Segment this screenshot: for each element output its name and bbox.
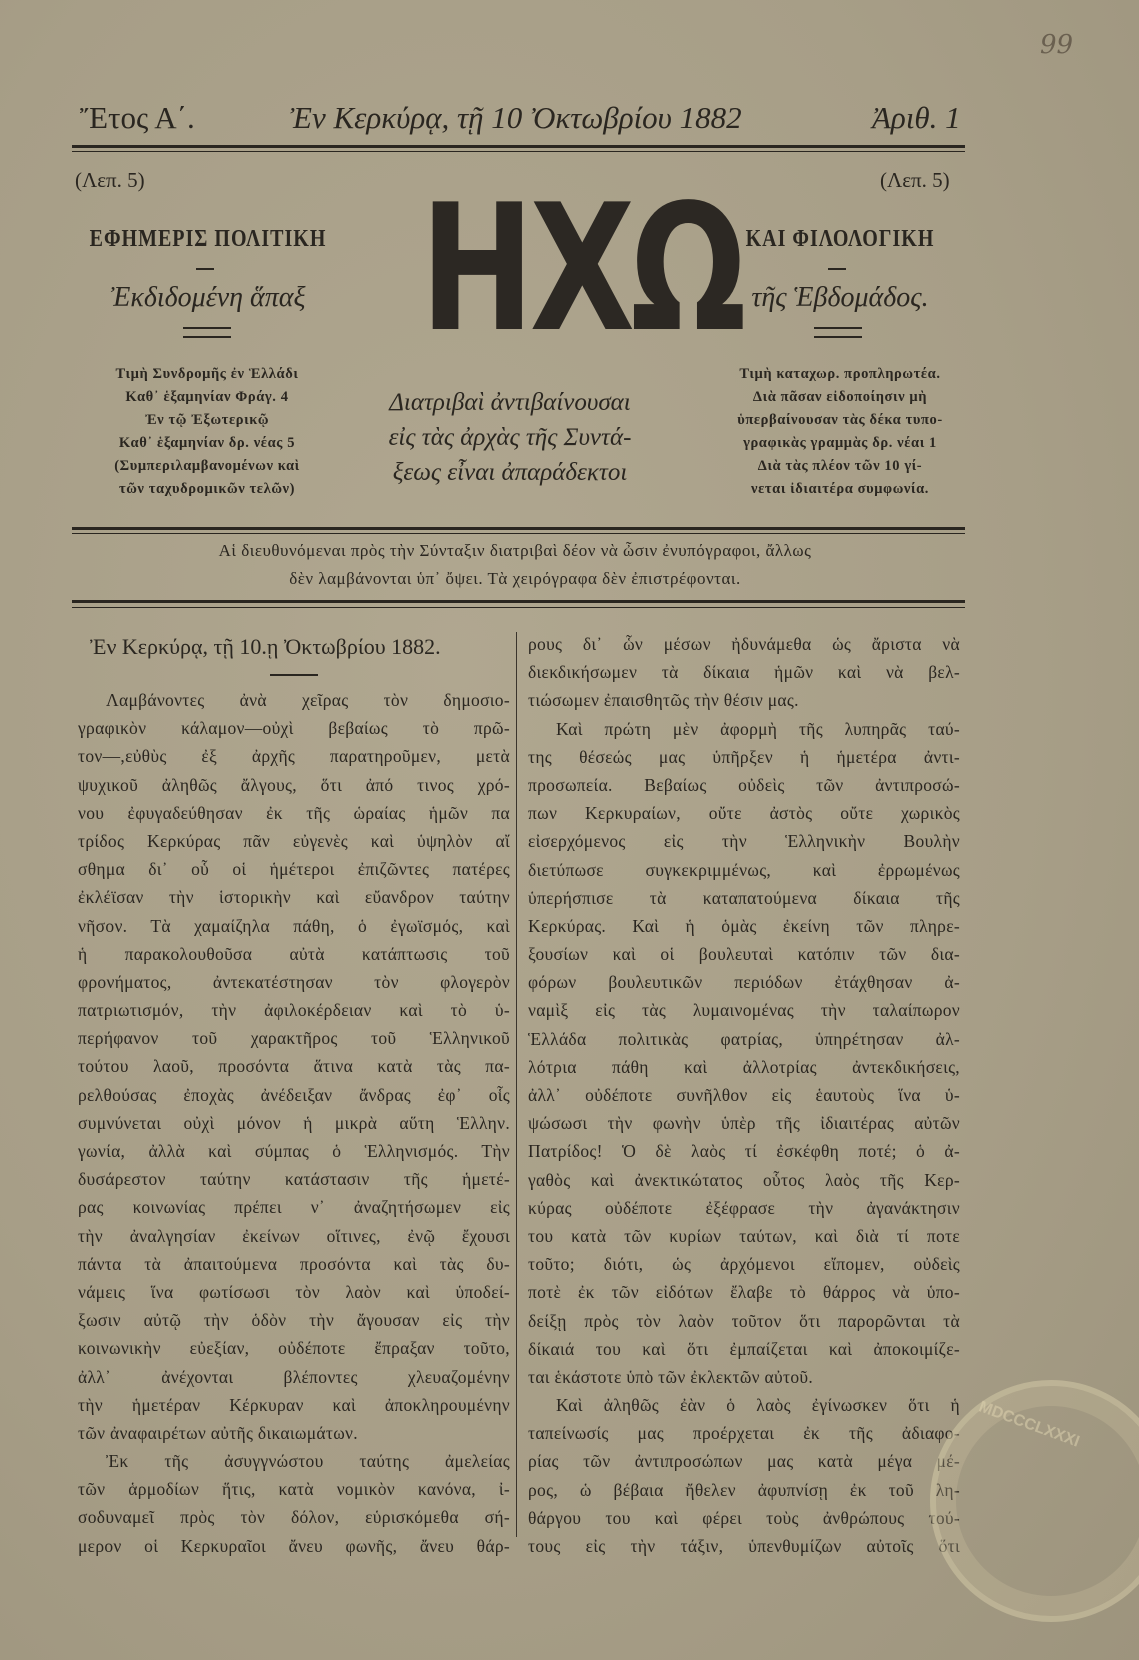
ad-line: νεται ἰδιαιτέρα συμφωνία. (750, 481, 929, 497)
article-line: του κατὰ τῶν κυρίων ταύτων, καὶ διὰ τί ποτε (528, 1225, 960, 1246)
article-line: τῶν ἀναφαιρέτων αὐτῆς δικαιωμάτων. (78, 1422, 358, 1443)
article-line: ρος, ὡ βέβαια ἤθελεν ἀφυπνίσῃ ἐκ τοῦ λη- (528, 1479, 960, 1500)
subscription-line: Καθ᾽ ἑξαμηνίαν Φράγ. 4 (125, 389, 289, 405)
seal-text: MDCCCLXXXI (976, 1398, 1082, 1451)
article-line: τον—,εὐθὺς ἐξ ἀρχῆς παρατηροῦμεν, μετὰ (78, 746, 510, 767)
article-line: δείξῃ πρὸς τὸν λαὸν τοῦτον ὅτι παρορῶνται τὰ (528, 1310, 960, 1331)
article-line: δυσάρεστον ταύτην κατάστασιν τῆς ἡμετέ- (78, 1169, 510, 1190)
article-line: διεκδικήσωμεν τὰ δίκαια ἡμῶν καὶ νὰ βελ- (528, 662, 960, 683)
article-line: σοδυναμεῖ πρὸς τὸν δόλον, εὑρισκόμεθα σή- (78, 1507, 510, 1528)
masthead-dateline: Ἐν Κερκύρᾳ, τῇ 10 Ὀκτωβρίου 1882 (290, 100, 742, 135)
notice-line: δὲν λαμβάνονται ὑπ᾽ ὄψει. Τὰ χειρόγραφα δὲν ἐπιστρέφονται. (289, 569, 741, 588)
ad-line: Διὰ πᾶσαν εἰδοποίησιν μὴ (752, 389, 928, 405)
article-line: τὴν ἡμετέραν Κέρκυραν καὶ ἀποκληρουμένην (78, 1394, 510, 1415)
article-line: λότρια πάθη καὶ ἀλλοτρίας ἀντεκδικήσεις, (528, 1056, 960, 1077)
article-line: φρονήματος, ἀντεκατέστησαν τὸν φλογερὸν (78, 971, 510, 992)
article-line: ται ἑκάστοτε ὑπὸ τῶν ἐκλεκτῶν αὐτοῦ. (528, 1366, 814, 1387)
article-line: πατριωτισμόν, τὴν ἀφιλοκέρδειαν καὶ τὸ ὑ- (78, 1000, 510, 1021)
article-line: ρίας τῶν ἀντιπροσώπων μας κατὰ μέγα μέ- (528, 1451, 960, 1472)
article-line: Λαμβάνοντες ἀνὰ χεῖρας τὸν δημοσιο- (106, 690, 510, 710)
article-line: ἡ παρακολουθοῦσα αὐτὰ κατάπτωσις τοῦ (78, 943, 510, 964)
price-left: (Λεπ. 5) (75, 168, 145, 192)
divider (828, 268, 846, 270)
article-line: δίκαιά του καὶ ὅτι ἐμπαίζεται καὶ ἀποκοιμίζε- (528, 1338, 960, 1359)
article-line: τους εἰς τὴν τάξιν, ὑπενθυμίζων αὐτοῖς ὅτι (528, 1536, 960, 1556)
issued-left: Ἐκδιδομένη ἅπαξ (110, 282, 306, 313)
notice-rule-top-thin (72, 533, 965, 534)
handwritten-page-number: 99 (1040, 30, 1074, 60)
notice-rule-bottom-thin (72, 607, 965, 608)
article-line: της θέσεώς μας ὑπῆρξεν ἡ ἡμετέρα ἀντι- (528, 746, 960, 767)
article-line: κύρας οὐδέποτε ἐξέφρασε τὴν ἀγανάκτησιν (528, 1197, 960, 1218)
article-line: πων Κερκυραίων, οὔτε ἀστὸς οὔτε χωρικὸς (528, 803, 960, 824)
article-line: τὴν ἀναλγησίαν ἐκείνων οἵτινες, ἐνῷ ἔχουσι (78, 1225, 510, 1246)
article-line: προσωπεία. Βεβαίως οὐδεὶς τῶν ἀντιπροσώ- (528, 774, 960, 795)
editorial-notice (70, 537, 960, 593)
article-line: ξωσιν αὐτῷ τὴν ὁδὸν τὴν ἄγουσαν εἰς τὴν (78, 1310, 510, 1331)
notice-rule-top (72, 527, 965, 530)
subscription-line: Τιμὴ Συνδρομῆς ἐν Ἑλλάδι (115, 366, 299, 382)
library-seal-watermark (930, 1380, 1139, 1622)
article-line: περήφανον τοῦ χαρακτῆρος τοῦ Ἑλληνικοῦ (78, 1028, 510, 1049)
editorial-motto (355, 385, 665, 490)
subscription-line: τῶν ταχυδρομικῶν τελῶν) (118, 481, 296, 497)
issue-number: Ἀριθ. 1 (872, 100, 961, 135)
article-column-right (528, 630, 960, 1560)
article-line: ψυχικοῦ ἀληθῶς ἄλγους, ὅτι ἀπό τινος χρό- (78, 774, 510, 795)
notice-rule-bottom (72, 600, 965, 603)
article-line: ρας κοινωνίας πρέπει ν᾽ ἀναζητήσωμεν εἰς (78, 1197, 510, 1218)
motto-line: εἰς τὰς ἀρχὰς τῆς Συντά- (388, 424, 632, 451)
article-line: εἰσερχόμενος εἰς τὴν Ἑλληνικὴν Βουλὴν (528, 831, 960, 852)
article-line: ἐκλέϊσαν τὴν ἱστορικὴν καὶ εὔανδρον ταύτην (78, 887, 510, 908)
article-line: νου ἐφυγαδεύθησαν ἐκ τῆς ὡραίας ἡμῶν πα (78, 802, 510, 823)
article-line: τοῦτο; διότι, ὡς ἀρχόμενοι εἴπομεν, οὐδεὶς (528, 1254, 960, 1275)
subscription-info (72, 363, 342, 501)
motto-line: Διατριβαὶ ἀντιβαίνουσαι (389, 389, 631, 416)
motto-line: ξεως εἶναι ἀπαράδεκτοι (392, 459, 628, 486)
article-line: νάμεις ἵνα φωτίσωσι τὸν λαὸν καὶ ὑποδεί- (78, 1281, 510, 1302)
header-rule-thin (72, 151, 965, 152)
article-line: Πατρίδος! Ὁ δὲ λαὸς τί ἐσκέφθη ποτέ; ὁ ἀ- (528, 1141, 960, 1162)
article-line: μερον οἱ Κερκυραῖοι ἄνευ φωνῆς, ἄνευ θάρ- (78, 1535, 510, 1556)
newspaper-title: ΗΧΩ (420, 168, 742, 371)
article-line: θάργου του καὶ φέρει τοὺς ἀνθρώπους τού- (528, 1507, 960, 1528)
divider (814, 327, 862, 338)
subtitle-right: ΚΑΙ ΦΙΛΟΛΟΓΙΚΗ (745, 225, 935, 253)
issued-right: τῆς Ἑβδομάδος. (751, 282, 929, 313)
article-line: ὑπερήσπισε τὰ καταπατούμενα δίκαια τῆς (528, 887, 960, 908)
article-line: Ἑλλάδα πολιτικὰς φατρίας, ὑπηρέτησαν ἀλ- (528, 1028, 960, 1049)
article-line: διετύπωσε συγκεκριμμένως, καὶ ἐρρωμένως (528, 859, 960, 880)
year-label: Ἔτος Α΄. (80, 100, 195, 135)
article-line: κοινωνικὴν εὐεξίαν, οὐδέποτε ἔπραξαν τοῦτο, (78, 1338, 510, 1359)
article-line: ποτὲ ἐκ τῶν εἰδότων ἔλαβε τὸ θάρρος νὰ ὑπο- (528, 1282, 960, 1303)
article-line: γαθὸς καὶ ἀνεκτικώτατος οὗτος λαὸς τῆς Κερ- (528, 1169, 960, 1190)
column-divider (516, 632, 517, 1537)
header-rule (72, 145, 965, 148)
divider (196, 268, 214, 270)
subscription-line: Ἐν τῷ Ἐξωτερικῷ (144, 412, 270, 428)
article-line: τούτου λαοῦ, προσόντα ἅτινα κατὰ τὰς πα- (78, 1056, 510, 1077)
subtitle-left: ΕΦΗΜΕΡΙΣ ΠΟΛΙΤΙΚΗ (89, 225, 327, 253)
article-line: νῆσον. Τὰ χαμαίζηλα πάθη, ὁ ἐγωϊσμός, καὶ (78, 915, 510, 936)
article-line: γραφικὸν κάλαμον—οὐχὶ βεβαίως τὸ πρῶ- (78, 718, 510, 739)
article-line: σθημα δι᾽ οὗ οἱ ἡμέτεροι ἐπιζῶντες πατέρες (78, 859, 510, 880)
article-line: τιώσωμεν ἐπαισθητῶς τὴν θέσιν μας. (528, 690, 799, 711)
article-line: ταπείνωσίς μας προέρχεται ἐκ τῆς ἀδιαφο- (528, 1423, 960, 1444)
article-column-left (78, 686, 510, 1560)
article-line: Ἐκ τῆς ἀσυγγνώστου ταύτης ἀμελείας (106, 1451, 510, 1472)
subscription-line: (Συμπεριλαμβανομένων καὶ (114, 458, 300, 474)
notice-line: Αἱ διευθυνόμεναι πρὸς τὴν Σύνταξιν διατριβαὶ δέον νὰ ὦσιν ἐνυπόγραφοι, ἄλλως (218, 541, 812, 560)
advertising-rates (705, 363, 975, 501)
article-line: τρίδος Κερκύρας πᾶν εὐγενὲς καὶ ὑψηλὸν αἴ (78, 830, 510, 851)
article-line: ρελθούσας ἐποχὰς ἀνέδειξαν ἄνδρας ἐφ᾽ οἷς (78, 1084, 510, 1105)
article-line: ἀλλ᾽ ἀνέχονται βλέποντες χλευαζομένην (78, 1366, 510, 1387)
article-dateline: Ἐν Κερκύρᾳ, τῇ 10.ῃ Ὀκτωβρίου 1882. (90, 634, 441, 659)
article-line: Κερκύρας. Καὶ ἡ ὁμὰς ἐκείνη τῶν πληρε- (528, 915, 960, 936)
ad-line: Τιμὴ καταχωρ. προπληρωτέα. (739, 366, 941, 382)
article-line: ξουσίων καὶ οἱ βουλευταὶ κατόπιν τῶν δια- (528, 944, 960, 965)
divider (183, 327, 231, 338)
article-line: τῶν ἁρμοδίων ἥτις, κατὰ νομικὸν κανόνα, ἰ- (78, 1479, 510, 1500)
ad-line: Διὰ τὰς πλέον τῶν 10 γί- (757, 458, 923, 474)
article-line: ψώσωσι τὴν φωνὴν ὑπὲρ τῆς ἰδιαιτέρας αὐτῶν (528, 1113, 960, 1134)
ad-line: ὑπερβαίνουσαν τὰς δέκα τυπο- (737, 412, 943, 428)
price-right: (Λεπ. 5) (880, 168, 950, 192)
article-line: συμνύνεται οὐχὶ μόνον ἡ μικρὰ αὕτη Ἑλλην. (78, 1112, 510, 1133)
article-line: ναμὶξ εἰς τὰς λυμαινομένας τὴν ταλαίπωρον (528, 1000, 960, 1021)
article-line: γωνία, ἀλλὰ καὶ σύμπας ὁ Ἑλληνισμός. Τὴν (78, 1141, 510, 1161)
divider (270, 674, 318, 676)
subscription-line: Καθ᾽ ἑξαμηνίαν δρ. νέας 5 (118, 435, 296, 451)
article-line: Καὶ πρώτη μὲν ἀφορμὴ τῆς λυπηρᾶς ταύ- (556, 718, 960, 739)
article-line: Καὶ ἀληθῶς ἐὰν ὁ λαὸς ἐγίνωσκεν ὅτι ἡ (556, 1395, 960, 1416)
article-line: ρους δι᾽ ὧν μέσων ἠδυνάμεθα ὡς ἄριστα νὰ (528, 634, 960, 654)
article-line: ἀλλ᾽ οὐδέποτε συνῆλθον εἰς ἑαυτοὺς ἵνα ὑ- (528, 1085, 960, 1105)
article-line: πάντα τὰ ἀπαιτούμενα προσόντα καὶ τὰς δυ- (78, 1253, 510, 1274)
ad-line: γραφικὰς γραμμὰς δρ. νέαι 1 (743, 435, 937, 451)
article-line: φόρων βουλευτικῶν περιόδων ἐτάχθησαν ἀ- (528, 972, 960, 993)
